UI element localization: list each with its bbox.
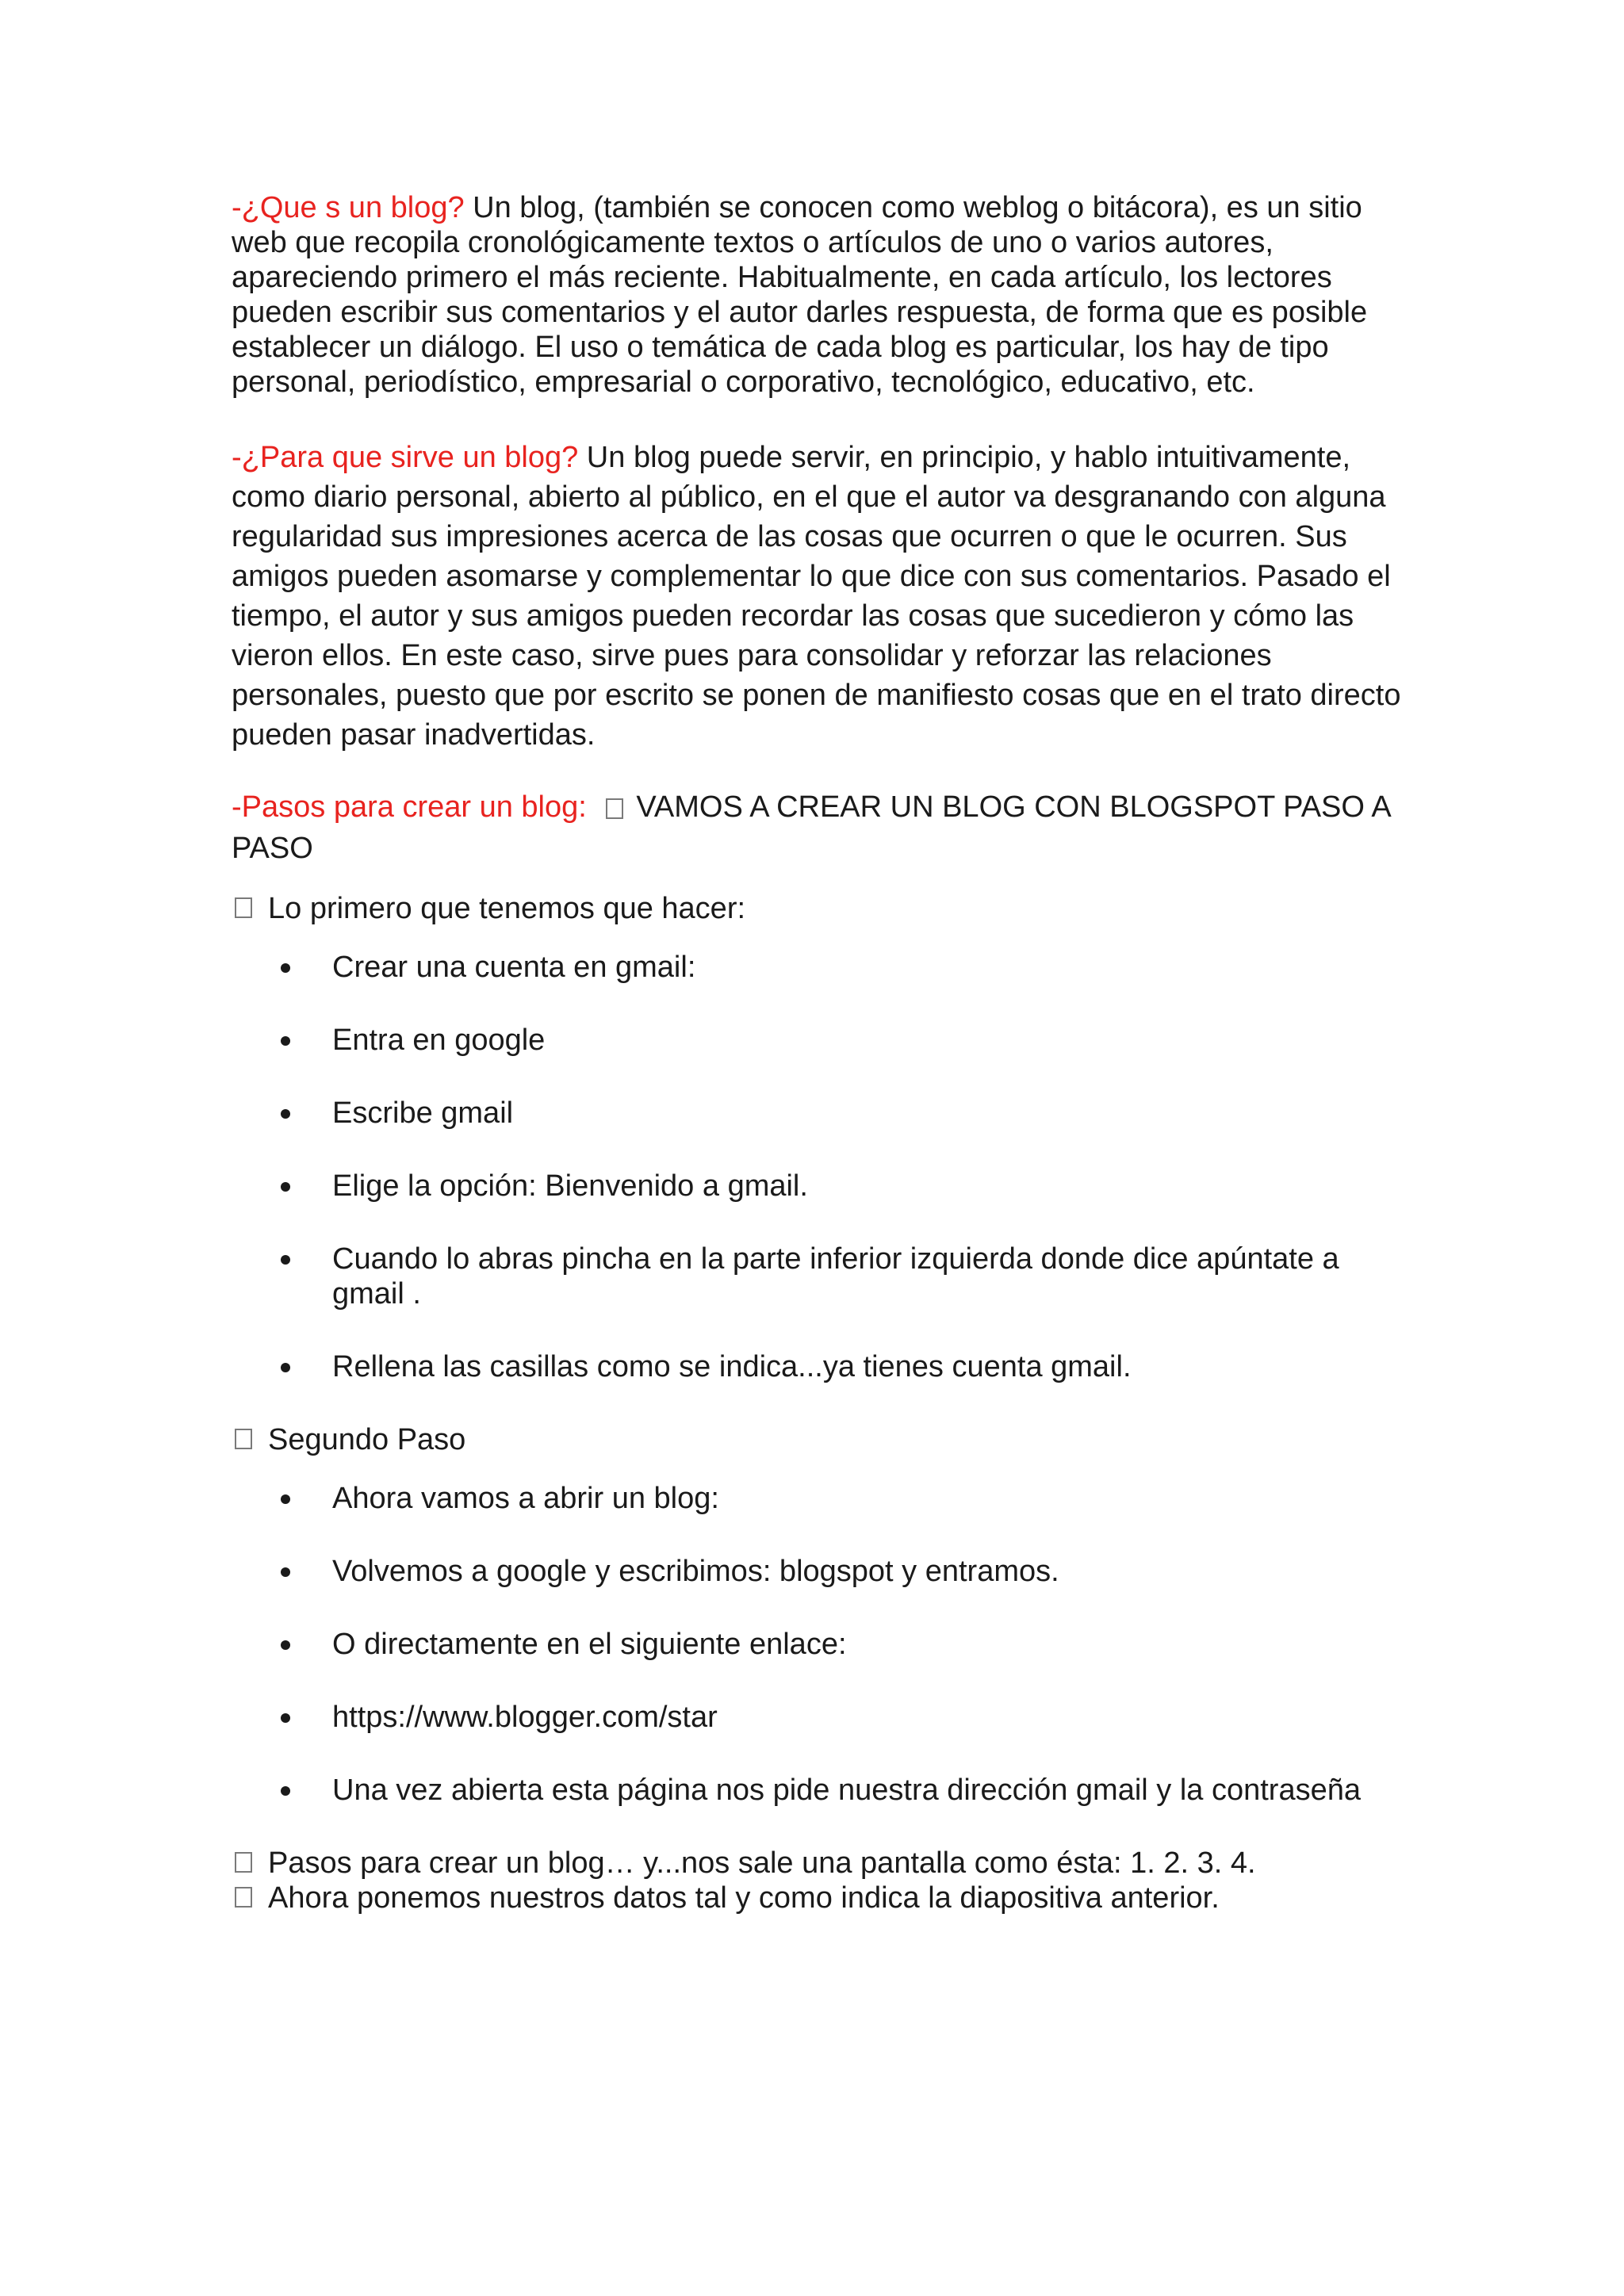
document-content: [232, 190, 1405, 1915]
final-lines: [232, 1846, 1405, 1915]
bullet-icon: [281, 1109, 290, 1119]
bullet-icon: [281, 1786, 290, 1796]
paragraph-para-que-sirve: [232, 438, 1405, 755]
checkbox-glyph-icon: [606, 798, 623, 819]
list-item: Rellena las casillas como se indica...ya tienes cuenta gmail.: [281, 1349, 1405, 1384]
heading-que-es-un-blog: -¿Que s un blog?: [232, 191, 465, 224]
list-item: Entra en google: [281, 1023, 1405, 1058]
heading-pasos: -Pasos para crear un blog:: [232, 790, 587, 824]
step1-title-line: [232, 891, 1405, 926]
list-item: Ahora vamos a abrir un blog:: [281, 1481, 1405, 1516]
list-item: O directamente en el siguiente enlace:: [281, 1627, 1405, 1662]
bullet-icon: [281, 963, 290, 973]
step2-title-line: [232, 1422, 1405, 1457]
list-item: Elige la opción: Bienvenido a gmail.: [281, 1169, 1405, 1203]
step2-title: Segundo Paso: [268, 1423, 466, 1456]
bullet-icon: [281, 1567, 290, 1577]
bullet-icon: [281, 1494, 290, 1504]
step1-title: Lo primero que tenemos que hacer:: [268, 892, 746, 925]
final-line-2: Ahora ponemos nuestros datos tal y como indica la diapositiva anterior.: [232, 1881, 1405, 1915]
step2-list: [232, 1481, 1405, 1808]
checkbox-glyph-icon: [235, 1852, 252, 1873]
list-item: Una vez abierta esta página nos pide nuestra dirección gmail y la contraseña: [281, 1773, 1405, 1808]
text-pasos: VAMOS A CREAR UN BLOG CON BLOGSPOT PASO A PASO: [232, 790, 1390, 865]
bullet-icon: [281, 1640, 290, 1650]
text-para-que-sirve: Un blog puede servir, en principio, y hablo intuitivamente, como diario personal, abierto al público, en el que el autor va desgranando con alguna regularidad sus impresiones acerca de las cosas que ocurren o que le ocurren. Sus amigos pueden asomarse y complementar lo que dice con sus comentarios. Pasado el tiempo, el autor y sus amigos pueden recordar las cosas que sucedieron y cómo las vieron ellos. En este caso, sirve pues para consolidar y reforzar las relaciones personales, puesto que por escrito se ponen de manifiesto cosas que en el trato directo pueden pasar inadvertidas.: [232, 441, 1401, 752]
bullet-icon: [281, 1036, 290, 1046]
step1-list: [232, 950, 1405, 1384]
list-item: https://www.blogger.com/star: [281, 1700, 1405, 1735]
checkbox-glyph-icon: [235, 1887, 252, 1908]
checkbox-glyph-icon: [235, 897, 252, 918]
list-item: Volvemos a google y escribimos: blogspot y entramos.: [281, 1554, 1405, 1589]
heading-para-que-sirve: -¿Para que sirve un blog?: [232, 441, 579, 474]
bullet-icon: [281, 1363, 290, 1372]
list-item: Escribe gmail: [281, 1096, 1405, 1131]
final-line-1: Pasos para crear un blog… y...nos sale una pantalla como ésta: 1. 2. 3. 4.: [232, 1846, 1405, 1881]
paragraph-que-es-un-blog: [232, 190, 1405, 400]
bullet-icon: [281, 1182, 290, 1192]
checkbox-glyph-icon: [235, 1429, 252, 1449]
bullet-icon: [281, 1255, 290, 1265]
list-item: Cuando lo abras pincha en la parte inferior izquierda donde dice apúntate a gmail .: [281, 1242, 1405, 1311]
text-que-es-un-blog: Un blog, (también se conocen como weblog o bitácora), es un sitio web que recopila cronológicamente textos o artículos de uno o varios autores, apareciendo primero el más reciente. Habitualmente, en cada artículo, los lectores pueden escribir sus comentarios y el autor darles respuesta, de forma que es posible establecer un diálogo. El uso o temática de cada blog es particular, los hay de tipo personal, periodístico, empresarial o corporativo, tecnológico, educativo, etc.: [232, 191, 1368, 399]
list-item: Crear una cuenta en gmail:: [281, 950, 1405, 985]
paragraph-pasos: [232, 786, 1405, 869]
bullet-icon: [281, 1713, 290, 1723]
